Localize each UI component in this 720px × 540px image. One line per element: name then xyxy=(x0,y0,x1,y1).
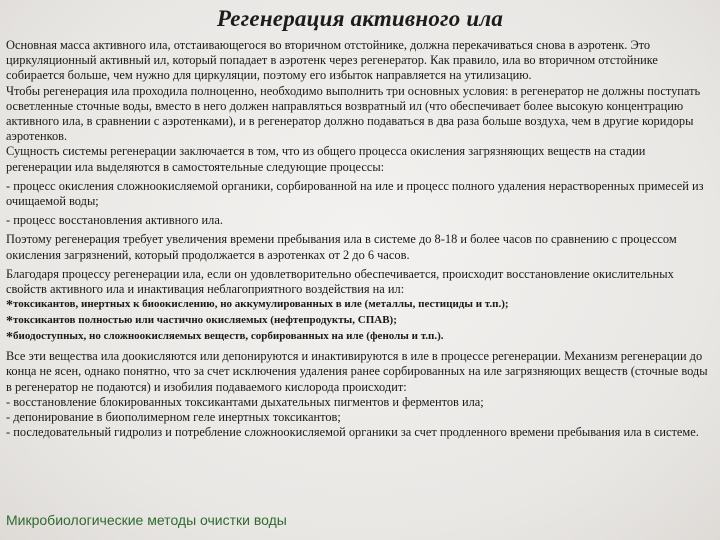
process-item-oxidation: - процесс окисления сложноокисляемой органики, сорбированной на иле и процесс полного удаления нерастворенных примесей из очищаемой воды; xyxy=(6,178,704,209)
paragraph-intro: Основная масса активного ила, отстаивающегося во вторичном отстойнике, должна перекачиваться снова в аэротенк. Это циркуляционный активный ил, который попадает в аэротенк через регенератор. Как правило, ила во вторичном отстойнике собирается больше, чем нужно для циркуляции, поэтому его избыток направляется на утилизацию. xyxy=(6,38,658,83)
paragraph-essence: Сущность системы регенерации заключается в том, что из общего процесса окисления загрязняющих веществ на стадии регенерации ила выделяются в самостоятельные следующие процессы: xyxy=(6,144,646,174)
paragraph-duration: Поэтому регенерация требует увеличения времени пребывания ила в системе до 8-18 и более часов по сравнению с процессом окисления загрязнений, который продолжается в аэротенках от 2 до 6 часов. xyxy=(6,232,677,262)
mechanism-item-pigments: - восстановление блокированных токсикантами дыхательных пигментов и ферментов ила; xyxy=(6,394,484,409)
star-item xyxy=(6,329,714,345)
star-item-text: токсикантов полностью или частично окисляемых (нефтепродукты, СПАВ); xyxy=(13,314,397,327)
star-marker: * xyxy=(6,298,13,314)
star-item-text: биодоступных, но сложноокисляемых веществ, сорбированных на иле (фенолы и т.п.). xyxy=(13,330,444,343)
slide-title: Регенерация активного ила xyxy=(216,6,504,31)
star-item-text: токсикантов, инертных к биоокислению, но аккумулированных в иле (металлы, пестициды и т.п.); xyxy=(13,298,509,311)
paragraph-benefits: Благодаря процессу регенерации ила, если он удовлетворительно обеспечивается, происходит восстановление окислительных свойств активного ила и инактивация неблагоприятного воздействия на ил: xyxy=(6,266,674,297)
mechanism-item-hydrolysis: - последовательный гидролиз и потребление сложноокисляемой органики за счет продленного времени пребывания ила в системе. xyxy=(6,425,699,440)
star-marker: * xyxy=(6,314,13,330)
star-item xyxy=(6,297,714,313)
process-item-restoration: - процесс восстановления активного ила. xyxy=(6,213,223,228)
paragraph-conditions: Чтобы регенерация ила проходила полноценно, необходимо выполнить три основных условия: в регенератор не должны поступать осветленные сточные воды, вместо в него должен направляться возвратный ил (что обеспечивает более высокую концентрацию активного ила, в сравнении с аэротенками), и в регенератор должно подаваться в два раза больше воздуха, чем в другие коридоры аэротенков. xyxy=(6,83,701,144)
footer-caption: Микробиологические методы очистки воды xyxy=(6,512,287,528)
slide-body xyxy=(6,38,714,440)
star-marker: * xyxy=(6,330,13,346)
mechanism-item-deposit: - депонирование в биополимерном геле инертных токсикантов; xyxy=(6,410,341,425)
paragraph-mechanism: Все эти вещества ила доокисляются или депонируются и инактивируются в иле в процессе регенерации. Механизм регенерации до конца не ясен, однако понятно, что за счет исключения удаления ранее сорбированных на иле загрязняющих веществ (сточные воды в регенератор не подаются) и изобилия подаваемого кислорода происходит: xyxy=(6,349,708,394)
star-item xyxy=(6,313,714,329)
